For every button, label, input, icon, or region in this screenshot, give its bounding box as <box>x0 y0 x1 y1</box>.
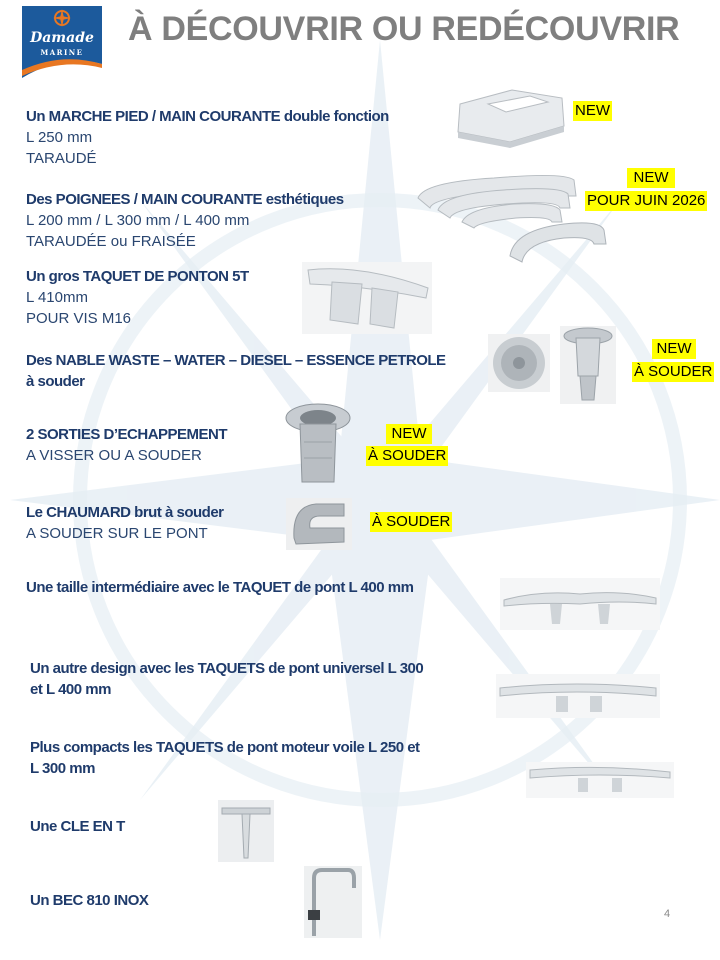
item-title: à souder <box>26 373 85 390</box>
item-marche-pied <box>26 106 389 169</box>
item-title: Une taille intermédiaire avec le TAQUET de pont L 400 mm <box>26 579 414 596</box>
new-badge: NEW <box>627 168 675 188</box>
page-number: 4 <box>664 908 671 920</box>
souder-badge: À SOUDER <box>368 447 447 464</box>
item-line: L 410mm <box>26 289 88 306</box>
item-title: Un gros TAQUET DE PONTON 5T <box>26 268 249 285</box>
new-badge: NEW <box>652 339 696 359</box>
item-title: Le CHAUMARD brut à souder <box>26 504 224 521</box>
item-title: L 300 mm <box>30 760 95 777</box>
item-line: L 250 mm <box>26 129 93 146</box>
item-poignees <box>26 189 344 252</box>
new-badge: NEW <box>386 424 432 444</box>
bec-inox-image <box>304 866 362 938</box>
echappement-image <box>284 402 352 488</box>
item-line: POUR VIS M16 <box>26 310 132 327</box>
item-line: TARAUDÉ <box>26 150 97 167</box>
item-title: Des NABLE WASTE – WATER – DIESEL – ESSENCE PETROLE <box>26 352 446 369</box>
item-nable <box>26 350 446 392</box>
souder-badge: À SOUDER <box>634 363 713 380</box>
item-title: Une CLE EN T <box>30 818 125 835</box>
taquet-400-image <box>500 578 660 630</box>
brand-logo <box>22 6 102 78</box>
taquets-universel-image <box>496 674 660 718</box>
logo-sub: MARINE <box>40 48 84 57</box>
item-taquet-ponton <box>26 266 249 329</box>
item-title: 2 SORTIES D’ECHAPPEMENT <box>26 426 228 443</box>
item-chaumard <box>26 502 224 544</box>
item-line: A VISSER OU A SOUDER <box>26 447 202 464</box>
item-bec-inox <box>30 890 148 911</box>
item-line: L 200 mm / L 300 mm / L 400 mm <box>26 212 250 229</box>
nable-fitting-image <box>560 326 616 404</box>
item-title: et L 400 mm <box>30 681 111 698</box>
poignees-image <box>414 168 610 268</box>
item-taquets-compacts <box>30 737 420 779</box>
nable-cap-image <box>488 334 550 392</box>
item-cle-en-t <box>30 816 125 837</box>
item-title: Un MARCHE PIED / MAIN COURANTE double fonction <box>26 108 389 125</box>
taquets-compacts-image <box>526 762 674 798</box>
item-title: Plus compacts les TAQUETS de pont moteur voile L 250 et <box>30 739 420 756</box>
item-title: Des POIGNEES / MAIN COURANTE esthétiques <box>26 191 344 208</box>
item-title: Un autre design avec les TAQUETS de pont universel L 300 <box>30 660 424 677</box>
item-taquets-universel <box>30 658 423 700</box>
logo-brand: Damade <box>30 30 94 46</box>
item-line: A SOUDER SUR LE PONT <box>26 525 208 542</box>
cle-en-t-image <box>218 800 274 862</box>
chaumard-image <box>286 498 352 550</box>
pour-juin-badge: POUR JUIN 2026 <box>587 192 706 209</box>
item-sorties-echappement <box>26 424 227 466</box>
souder-badge: À SOUDER <box>372 513 451 530</box>
taquet-ponton-image <box>302 262 432 334</box>
marche-pied-image <box>452 86 570 148</box>
item-title: Un BEC 810 INOX <box>30 892 149 909</box>
item-taquet-400 <box>26 577 413 598</box>
item-line: TARAUDÉE ou FRAISÉE <box>26 233 196 250</box>
new-badge: NEW <box>575 102 610 119</box>
page-title: À DÉCOUVRIR OU REDÉCOUVRIR <box>128 10 680 48</box>
